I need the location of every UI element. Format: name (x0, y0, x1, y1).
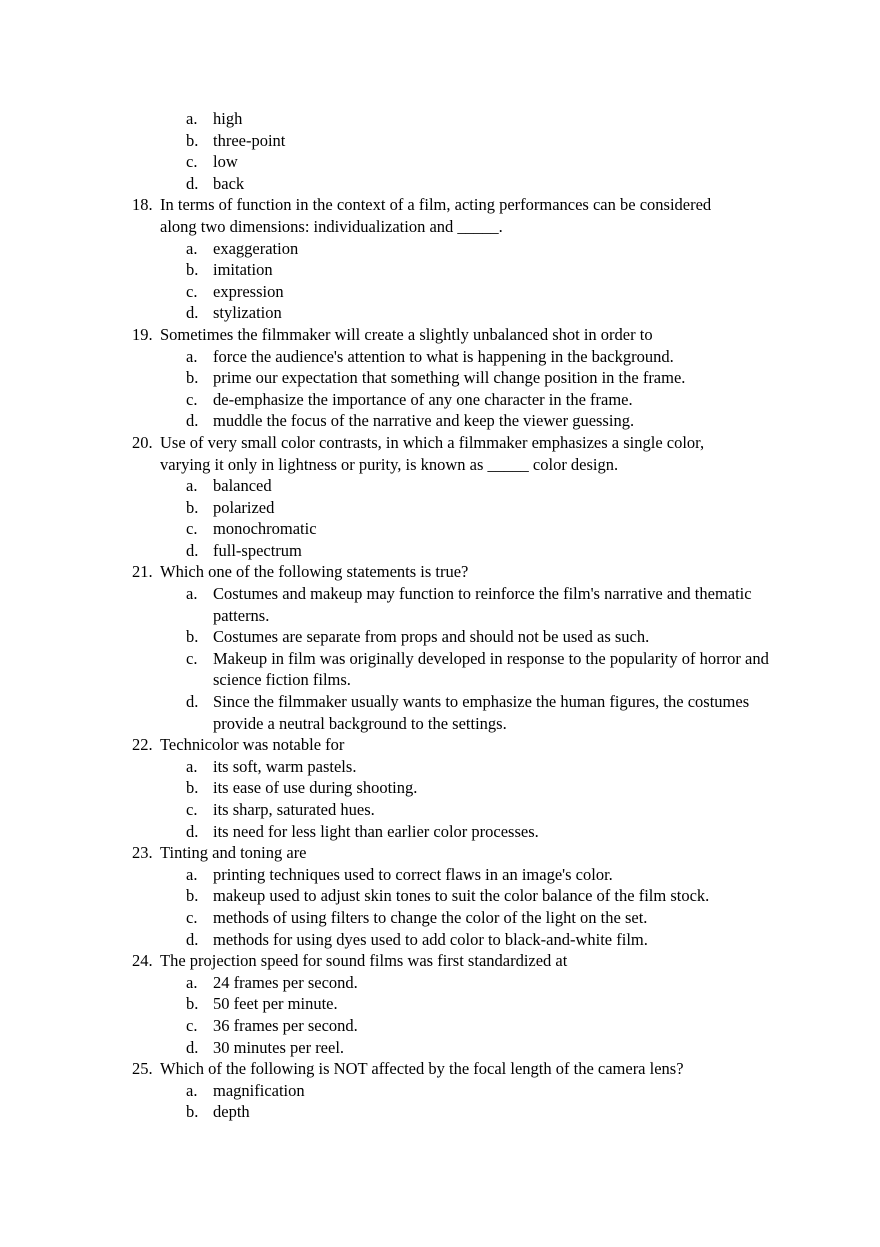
option-text: 30 minutes per reel. (213, 1037, 345, 1057)
question-number: 18. (132, 195, 153, 215)
option-letter: d. (186, 540, 199, 560)
answer-option (0, 518, 880, 540)
option-letter: d. (186, 303, 199, 323)
question-23 (0, 842, 880, 950)
question-text: Which one of the following statements is true? (160, 562, 469, 582)
option-letter: c. (186, 152, 198, 172)
answer-option (0, 972, 880, 994)
option-letter: a. (186, 109, 198, 128)
option-text: printing techniques used to correct flaws in an image's color. (213, 864, 613, 884)
option-text: its sharp, saturated hues. (213, 800, 375, 819)
answer-option (0, 259, 880, 281)
option-letter: d. (186, 692, 199, 712)
option-letter: c. (186, 1015, 198, 1035)
question-number: 20. (132, 432, 153, 452)
option-letter: a. (186, 476, 198, 496)
option-text: its ease of use during shooting. (213, 778, 418, 798)
answer-option (0, 497, 880, 519)
question-text: The projection speed for sound films was first standardized at (160, 951, 568, 971)
answer-option (0, 281, 880, 303)
question-number: 24. (132, 951, 153, 971)
option-letter: a. (186, 756, 198, 776)
option-text: its need for less light than earlier color processes. (213, 821, 539, 841)
question-continued (0, 108, 880, 194)
answer-option (0, 389, 880, 411)
question-stem-line (0, 216, 880, 238)
answer-option (0, 238, 880, 260)
question-18 (0, 194, 880, 324)
option-text: 50 feet per minute. (213, 994, 338, 1014)
answer-option (0, 1037, 880, 1059)
question-stem-line (0, 1058, 880, 1080)
option-text: magnification (213, 1080, 305, 1100)
option-text: Makeup in film was originally developed in response to the popularity of horror and science fiction films. (213, 648, 769, 690)
option-letter: b. (186, 130, 199, 150)
option-letter: a. (186, 972, 198, 992)
question-25 (0, 1058, 880, 1123)
option-text: imitation (213, 260, 273, 280)
option-text: depth (213, 1102, 250, 1122)
option-text: 36 frames per second. (213, 1015, 358, 1035)
option-text: methods of using filters to change the color of the light on the set. (213, 907, 648, 927)
option-letter: c. (186, 519, 198, 539)
question-number: 25. (132, 1059, 153, 1079)
question-22 (0, 734, 880, 842)
answer-option (0, 108, 880, 130)
option-letter: a. (186, 1080, 198, 1100)
answer-option (0, 475, 880, 497)
document-page (0, 108, 880, 1123)
question-number: 19. (132, 324, 153, 344)
option-letter: a. (186, 864, 198, 884)
answer-option (0, 691, 880, 734)
option-letter: b. (186, 368, 199, 388)
answer-option (0, 821, 880, 843)
answer-option (0, 367, 880, 389)
option-letter: c. (186, 648, 198, 668)
answer-option (0, 583, 880, 626)
answer-option (0, 410, 880, 432)
option-letter: b. (186, 1102, 199, 1122)
option-text: expression (213, 281, 284, 301)
option-text: low (213, 152, 238, 172)
option-text: exaggeration (213, 238, 299, 258)
question-stem-line (0, 842, 880, 864)
option-text: polarized (213, 497, 275, 517)
question-text: Technicolor was notable for (160, 735, 345, 755)
option-letter: b. (186, 497, 199, 517)
question-19 (0, 324, 880, 432)
question-stem-line (0, 734, 880, 756)
question-text: In terms of function in the context of a film, acting performances can be considered (160, 195, 712, 215)
question-20 (0, 432, 880, 562)
option-text: muddle the focus of the narrative and keep the viewer guessing. (213, 411, 635, 431)
question-text: Tinting and toning are (160, 843, 307, 863)
question-21 (0, 561, 880, 734)
option-letter: a. (186, 238, 198, 258)
option-letter: c. (186, 389, 198, 409)
answer-option (0, 346, 880, 368)
option-letter: d. (186, 929, 199, 949)
question-text: Which of the following is NOT affected by the focal length of the camera lens? (160, 1059, 684, 1079)
question-stem-line (0, 454, 880, 476)
answer-option (0, 130, 880, 152)
question-text: along two dimensions: individualization and _____. (160, 216, 503, 236)
answer-option (0, 648, 880, 691)
option-text: monochromatic (213, 519, 317, 539)
option-text: force the audience's attention to what is happening in the background. (213, 346, 674, 366)
option-text: balanced (213, 476, 272, 496)
option-text: back (213, 173, 245, 193)
option-text: three-point (213, 130, 286, 150)
answer-option (0, 626, 880, 648)
option-text: high (213, 109, 243, 128)
option-letter: d. (186, 411, 199, 431)
question-24 (0, 950, 880, 1058)
answer-option (0, 1015, 880, 1037)
answer-option (0, 929, 880, 951)
option-letter: b. (186, 260, 199, 280)
option-letter: d. (186, 173, 199, 193)
answer-option (0, 777, 880, 799)
option-text: makeup used to adjust skin tones to suit the color balance of the film stock. (213, 886, 710, 906)
option-letter: a. (186, 346, 198, 366)
option-letter: d. (186, 821, 199, 841)
answer-option (0, 799, 880, 821)
question-stem-line (0, 324, 880, 346)
answer-option (0, 302, 880, 324)
option-text: methods for using dyes used to add color to black-and-white film. (213, 929, 648, 949)
option-text: Costumes and makeup may function to reinforce the film's narrative and thematic patterns. (213, 584, 752, 625)
option-letter: c. (186, 800, 198, 819)
answer-option (0, 1080, 880, 1102)
option-letter: b. (186, 994, 199, 1014)
question-number: 21. (132, 562, 153, 582)
question-text: Sometimes the filmmaker will create a slightly unbalanced shot in order to (160, 324, 653, 344)
option-text: full-spectrum (213, 540, 302, 560)
option-text: 24 frames per second. (213, 972, 358, 992)
question-stem-line (0, 950, 880, 972)
option-letter: c. (186, 907, 198, 927)
question-text: Use of very small color contrasts, in which a filmmaker emphasizes a single color, (160, 432, 705, 452)
answer-option (0, 151, 880, 173)
option-letter: c. (186, 281, 198, 301)
answer-option (0, 173, 880, 195)
option-letter: a. (186, 584, 198, 604)
option-letter: b. (186, 778, 199, 798)
question-number: 23. (132, 843, 153, 863)
option-letter: b. (186, 627, 199, 647)
question-stem-line (0, 561, 880, 583)
question-stem-line (0, 194, 880, 216)
option-text: stylization (213, 303, 282, 323)
option-letter: d. (186, 1037, 199, 1057)
answer-option (0, 1101, 880, 1123)
option-text: Costumes are separate from props and should not be used as such. (213, 627, 650, 647)
option-text: Since the filmmaker usually wants to emphasize the human figures, the costumes provide a neutral background to the settings. (213, 692, 750, 733)
answer-option (0, 993, 880, 1015)
option-letter: b. (186, 886, 199, 906)
answer-option (0, 756, 880, 778)
option-text: its soft, warm pastels. (213, 756, 357, 776)
answer-option (0, 864, 880, 886)
question-number: 22. (132, 735, 153, 755)
answer-option (0, 907, 880, 929)
question-text: varying it only in lightness or purity, is known as _____ color design. (160, 454, 619, 474)
answer-option (0, 885, 880, 907)
question-stem-line (0, 432, 880, 454)
option-text: prime our expectation that something will change position in the frame. (213, 368, 686, 388)
answer-option (0, 540, 880, 562)
option-text: de-emphasize the importance of any one character in the frame. (213, 389, 633, 409)
